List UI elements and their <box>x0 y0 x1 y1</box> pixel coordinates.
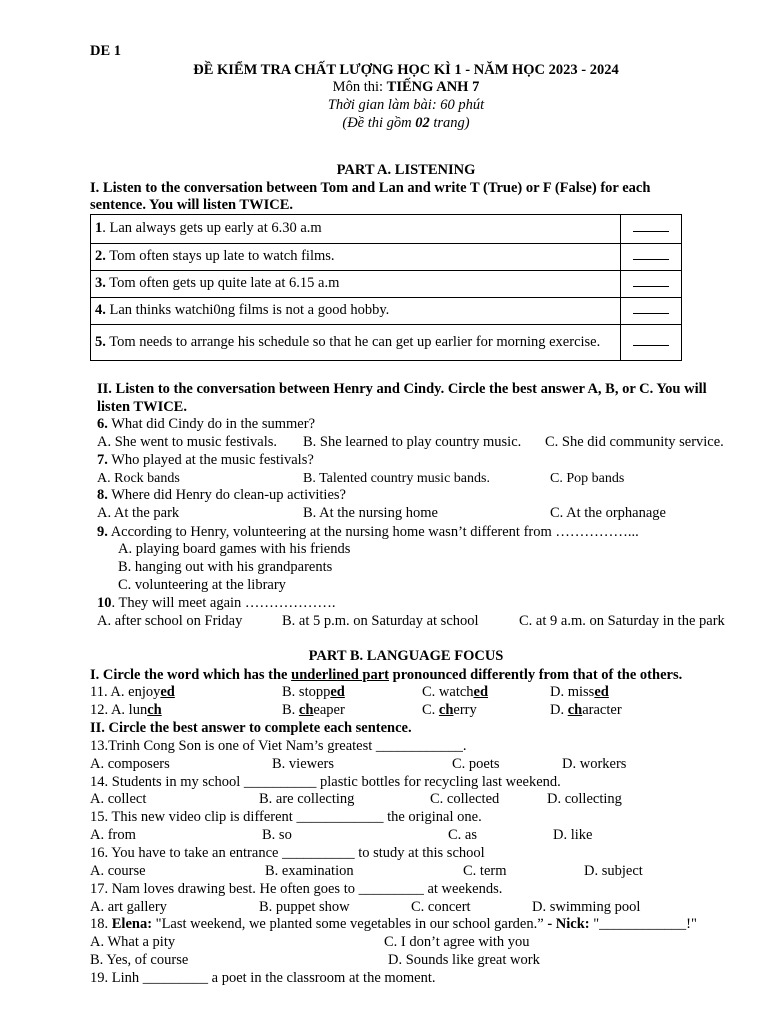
q11-option-c[interactable] <box>422 684 488 702</box>
option-letter: B. <box>282 684 299 700</box>
option-letter: D. <box>550 702 568 718</box>
q9-option-c[interactable]: C. volunteering at the library <box>118 577 286 593</box>
question-14: 14. Students in my school __________ plastic bottles for recycling last weekend. <box>90 774 561 790</box>
tf-text: Tom often gets up quite late at 6.15 a.m <box>105 275 340 292</box>
question-9 <box>97 524 639 542</box>
answer-line <box>633 334 669 346</box>
part-b-title: PART B. LANGUAGE FOCUS <box>308 648 504 664</box>
question-8 <box>97 487 346 505</box>
question-13: 13.Trinh Cong Son is one of Viet Nam’s greatest ____________. <box>90 738 467 754</box>
q17-option-b[interactable]: B. puppet show <box>259 899 350 915</box>
q11-option-a[interactable] <box>90 684 175 702</box>
tf-text: Tom needs to arrange his schedule so that he can get up earlier for morning exercise. <box>105 334 601 350</box>
q12-option-c[interactable] <box>422 702 477 720</box>
question-number: 8. <box>97 487 108 503</box>
q8-option-b[interactable]: B. At the nursing home <box>303 505 438 521</box>
nick-line: "____________!" <box>589 916 697 932</box>
instruction-post: pronounced differently from that of the others. <box>389 667 683 683</box>
tf-text: . Lan always gets up early at 6.30 a.m <box>102 220 322 237</box>
question-text: Where did Henry do clean-up activities? <box>107 487 346 503</box>
q7-option-a[interactable]: A. Rock bands <box>97 471 180 486</box>
subject-name: TIẾNG ANH 7 <box>386 79 480 95</box>
q13-option-b[interactable]: B. viewers <box>272 756 335 772</box>
option-letter: B. <box>282 702 299 718</box>
question-number: 7. <box>97 452 108 468</box>
word-rest: erry <box>453 702 477 718</box>
tf-text: Tom often stays up late to watch films. <box>105 248 335 265</box>
q12-label: 12. A. <box>90 702 129 718</box>
q12-option-a[interactable] <box>90 702 162 720</box>
q8-option-a[interactable]: A. At the park <box>97 505 180 521</box>
speaker-elena: Elena: <box>111 916 153 932</box>
tf-answer-blank[interactable] <box>621 244 682 271</box>
word-stem: stopp <box>298 684 331 700</box>
answer-line <box>633 275 669 287</box>
tf-statement <box>91 244 621 271</box>
tf-statement <box>91 215 621 244</box>
tf-text: Lan thinks watchi0ng films is not a good hobby. <box>105 302 390 319</box>
tf-statement <box>91 325 621 361</box>
tf-number: 3. <box>95 275 106 292</box>
tf-number: 5. <box>95 334 106 350</box>
q15-option-c[interactable]: C. as <box>448 827 477 843</box>
answer-line <box>633 248 669 260</box>
elena-line: "Last weekend, we planted some vegetables in our school garden.” <box>152 916 548 932</box>
question-17: 17. Nam loves drawing best. He often goes to _________ at weekends. <box>90 881 503 897</box>
question-19: 19. Linh _________ a poet in the classroom at the moment. <box>90 970 436 986</box>
pages-suffix: trang) <box>429 115 470 131</box>
answer-line <box>633 302 669 314</box>
question-18 <box>90 916 697 934</box>
tf-answer-blank[interactable] <box>621 325 682 361</box>
q18-option-b[interactable]: B. Yes, of course <box>90 952 189 968</box>
word-rest: eaper <box>313 702 345 718</box>
q14-option-c[interactable]: C. collected <box>430 791 500 807</box>
q17-option-a[interactable]: A. art gallery <box>90 899 167 915</box>
q15-option-d[interactable]: D. like <box>553 827 593 843</box>
tf-statement <box>91 271 621 298</box>
word-stem: lun <box>128 702 148 718</box>
underlined-part: ed <box>160 684 175 700</box>
section-2-instruction-cont: listen TWICE. <box>97 399 187 415</box>
question-16: 16. You have to take an entrance __________ to study at this school <box>90 845 485 861</box>
question-text: According to Henry, volunteering at the nursing home wasn’t different from ……………... <box>107 524 639 540</box>
q8-option-c[interactable]: C. At the orphanage <box>550 505 666 521</box>
question-number: 9. <box>97 524 108 540</box>
option-letter: C. <box>422 684 439 700</box>
q16-option-b[interactable]: B. examination <box>265 863 354 879</box>
question-15: 15. This new video clip is different ____________ the original one. <box>90 809 482 825</box>
underlined-part: ed <box>330 684 345 700</box>
q7-option-b[interactable]: B. Talented country music bands. <box>303 471 490 486</box>
word-stem: enjoy <box>128 684 161 700</box>
q12-option-d[interactable] <box>550 702 622 720</box>
q9-option-a[interactable]: A. playing board games with his friends <box>118 541 351 557</box>
tf-number: 4. <box>95 302 106 319</box>
q18-option-c[interactable]: C. I don’t agree with you <box>384 934 530 950</box>
subject-line <box>0 79 768 97</box>
q16-option-a[interactable]: A. course <box>90 863 146 879</box>
q10-option-a[interactable]: A. after school on Friday <box>97 613 243 629</box>
question-6 <box>97 416 315 434</box>
q7-option-c[interactable]: C. Pop bands <box>550 471 625 486</box>
q10-option-b[interactable]: B. at 5 p.m. on Saturday at school <box>282 613 479 629</box>
underlined-part: ed <box>594 684 609 700</box>
q11-option-b[interactable] <box>282 684 345 702</box>
exam-pages <box>0 115 768 133</box>
underlined-part: ch <box>438 702 454 718</box>
question-number: 18. <box>90 916 112 932</box>
q6-option-b[interactable]: B. She learned to play country music. <box>303 434 522 450</box>
option-letter: D. <box>550 684 568 700</box>
q14-option-b[interactable]: B. are collecting <box>259 791 355 807</box>
tf-answer-blank[interactable] <box>621 271 682 298</box>
word-stem: miss <box>567 684 595 700</box>
part-a-title: PART A. LISTENING <box>336 162 476 178</box>
underlined-part: ch <box>567 702 583 718</box>
tf-row <box>91 215 682 244</box>
q13-option-d[interactable]: D. workers <box>562 756 627 772</box>
question-7 <box>97 452 314 470</box>
exam-code: DE 1 <box>90 43 122 59</box>
tf-row <box>91 325 682 361</box>
q12-option-b[interactable] <box>282 702 345 720</box>
exam-time: Thời gian làm bài: 60 phút <box>327 97 485 113</box>
tf-row <box>91 271 682 298</box>
instruction-pre: I. Circle the word which has the <box>90 667 292 683</box>
tf-answer-blank[interactable] <box>621 298 682 325</box>
q14-option-a[interactable]: A. collect <box>90 791 147 807</box>
word-rest: aracter <box>582 702 622 718</box>
q13-option-c[interactable]: C. poets <box>452 756 500 772</box>
underlined-part: ch <box>147 702 162 718</box>
q16-option-c[interactable]: C. term <box>463 863 507 879</box>
pages-prefix: (Đề thi gồm <box>342 115 416 131</box>
exam-title: ĐỀ KIỂM TRA CHẤT LƯỢNG HỌC KÌ 1 - NĂM HỌC 2023 - 2024 <box>193 62 619 78</box>
q15-option-b[interactable]: B. so <box>262 827 292 843</box>
q14-option-d[interactable]: D. collecting <box>547 791 622 807</box>
question-number: 6. <box>97 416 108 432</box>
subject-label: Môn thi: <box>332 79 387 95</box>
part-b-section-1-instruction <box>90 667 682 685</box>
q17-option-c[interactable]: C. concert <box>411 899 471 915</box>
question-10 <box>97 595 336 613</box>
tf-number: 1 <box>95 220 103 237</box>
instruction-underlined: underlined part <box>291 667 390 683</box>
q15-option-a[interactable]: A. from <box>90 827 136 843</box>
q18-option-a[interactable]: A. What a pity <box>90 934 176 950</box>
q6-option-c[interactable]: C. She did community service. <box>545 434 724 450</box>
tf-statement <box>91 298 621 325</box>
section-1-instruction-cont: sentence. You will listen TWICE. <box>90 197 294 213</box>
tf-row <box>91 244 682 271</box>
q6-option-a[interactable]: A. She went to music festivals. <box>97 434 278 450</box>
question-text: What did Cindy do in the summer? <box>107 416 316 432</box>
q10-option-c[interactable]: C. at 9 a.m. on Saturday in the park <box>519 613 725 629</box>
underlined-part: ch <box>298 702 314 718</box>
option-letter: C. <box>422 702 439 718</box>
question-number: 10 <box>97 595 112 611</box>
q11-label: 11. A. <box>90 684 129 700</box>
word-stem: watch <box>438 684 474 700</box>
q13-option-a[interactable]: A. composers <box>90 756 170 772</box>
question-text: Who played at the music festivals? <box>107 452 314 468</box>
q11-option-d[interactable] <box>550 684 609 702</box>
q9-option-b[interactable]: B. hanging out with his grandparents <box>118 559 333 575</box>
part-b-section-2-instruction: II. Circle the best answer to complete each sentence. <box>90 720 412 736</box>
speaker-nick: - Nick: <box>547 916 590 932</box>
section-1-instruction: I. Listen to the conversation between Tom and Lan and write T (True) or F (False) for each <box>90 180 651 196</box>
tf-row <box>91 298 682 325</box>
tf-answer-blank[interactable] <box>621 215 682 244</box>
underlined-part: ed <box>473 684 489 700</box>
q18-option-d[interactable]: D. Sounds like great work <box>388 952 540 968</box>
question-text: . They will meet again ………………. <box>111 595 336 611</box>
q17-option-d[interactable]: D. swimming pool <box>532 899 641 915</box>
answer-line <box>633 220 669 232</box>
pages-number: 02 <box>415 115 430 131</box>
q16-option-d[interactable]: D. subject <box>584 863 643 879</box>
section-2-instruction: II. Listen to the conversation between Henry and Cindy. Circle the best answer A, B, or C. You will <box>97 381 707 397</box>
tf-number: 2. <box>95 248 106 265</box>
true-false-table <box>90 214 682 361</box>
